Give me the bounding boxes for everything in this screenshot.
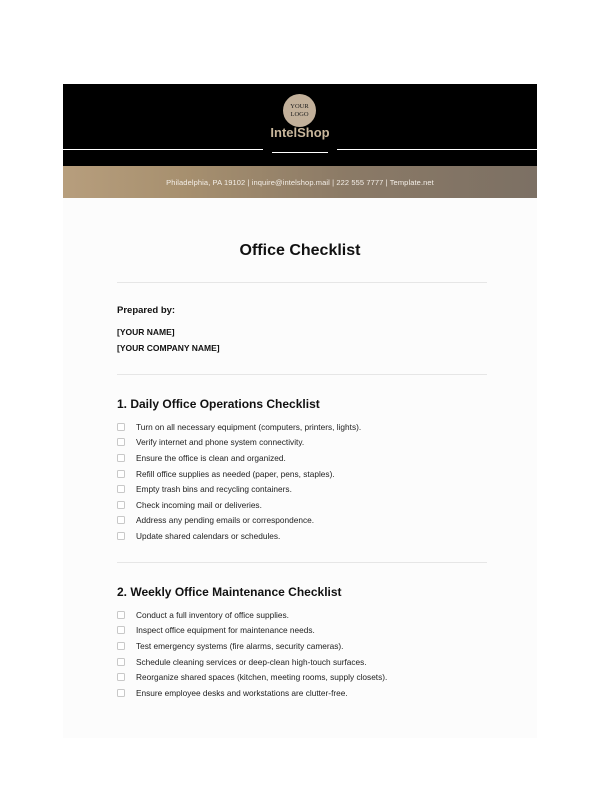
list-item-text: Ensure the office is clean and organized. — [136, 452, 286, 463]
checkbox[interactable] — [117, 454, 125, 462]
header-rule-center — [272, 152, 328, 153]
checkbox[interactable] — [117, 658, 125, 666]
checkbox[interactable] — [117, 423, 125, 431]
header-rule-left — [63, 149, 263, 150]
list-item-text: Verify internet and phone system connectivity. — [136, 437, 305, 448]
checkbox[interactable] — [117, 642, 125, 650]
list-item — [117, 528, 497, 544]
list-item — [117, 669, 497, 685]
divider — [117, 282, 487, 283]
your-company-placeholder: [YOUR COMPANY NAME] — [117, 343, 220, 353]
logo-text-line2: LOGO — [290, 110, 309, 118]
weekly-checklist — [117, 607, 497, 701]
list-item — [117, 638, 497, 654]
list-item-text: Turn on all necessary equipment (computers, printers, lights). — [136, 421, 362, 432]
list-item — [117, 623, 497, 639]
list-item-text: Check incoming mail or deliveries. — [136, 499, 262, 510]
your-name-placeholder: [YOUR NAME] — [117, 327, 175, 337]
document-title: Office Checklist — [239, 242, 361, 259]
list-item-text: Refill office supplies as needed (paper, pens, staples). — [136, 468, 335, 479]
checkbox[interactable] — [117, 470, 125, 478]
checkbox[interactable] — [117, 611, 125, 619]
list-item-text: Test emergency systems (fire alarms, security cameras). — [136, 640, 344, 651]
list-item-text: Address any pending emails or correspondence. — [136, 515, 315, 526]
list-item — [117, 654, 497, 670]
divider — [117, 374, 487, 375]
section-heading-weekly: 2. Weekly Office Maintenance Checklist — [117, 585, 342, 599]
list-item-text: Schedule cleaning services or deep-clean high-touch surfaces. — [136, 656, 367, 667]
contact-bar — [63, 166, 537, 198]
section-heading-daily: 1. Daily Office Operations Checklist — [117, 397, 320, 411]
divider — [117, 562, 487, 563]
company-logo — [283, 94, 316, 127]
list-item — [117, 607, 497, 623]
list-item — [117, 685, 497, 701]
list-item — [117, 435, 497, 451]
checkbox[interactable] — [117, 516, 125, 524]
logo-text-line1: YOUR — [290, 102, 309, 110]
document-body — [63, 198, 537, 738]
list-item — [117, 466, 497, 482]
company-name: IntelShop — [270, 125, 330, 140]
checkbox[interactable] — [117, 689, 125, 697]
list-item-text: Inspect office equipment for maintenance needs. — [136, 625, 315, 636]
list-item — [117, 450, 497, 466]
list-item-text: Update shared calendars or schedules. — [136, 530, 281, 541]
checkbox[interactable] — [117, 673, 125, 681]
list-item — [117, 481, 497, 497]
letterhead — [63, 84, 537, 166]
prepared-by-label: Prepared by: — [117, 305, 176, 316]
list-item-text: Empty trash bins and recycling containers. — [136, 484, 292, 495]
list-item — [117, 419, 497, 435]
list-item-text: Reorganize shared spaces (kitchen, meeting rooms, supply closets). — [136, 672, 388, 683]
contact-info: Philadelphia, PA 19102 | inquire@intelshop.mail | 222 555 7777 | Template.net — [166, 177, 434, 187]
checkbox[interactable] — [117, 485, 125, 493]
checkbox[interactable] — [117, 501, 125, 509]
checkbox[interactable] — [117, 532, 125, 540]
list-item-text: Conduct a full inventory of office supplies. — [136, 609, 289, 620]
checkbox[interactable] — [117, 438, 125, 446]
list-item — [117, 513, 497, 529]
header-rule-right — [337, 149, 537, 150]
checkbox[interactable] — [117, 626, 125, 634]
daily-checklist — [117, 419, 497, 544]
list-item — [117, 497, 497, 513]
list-item-text: Ensure employee desks and workstations are clutter-free. — [136, 687, 348, 698]
